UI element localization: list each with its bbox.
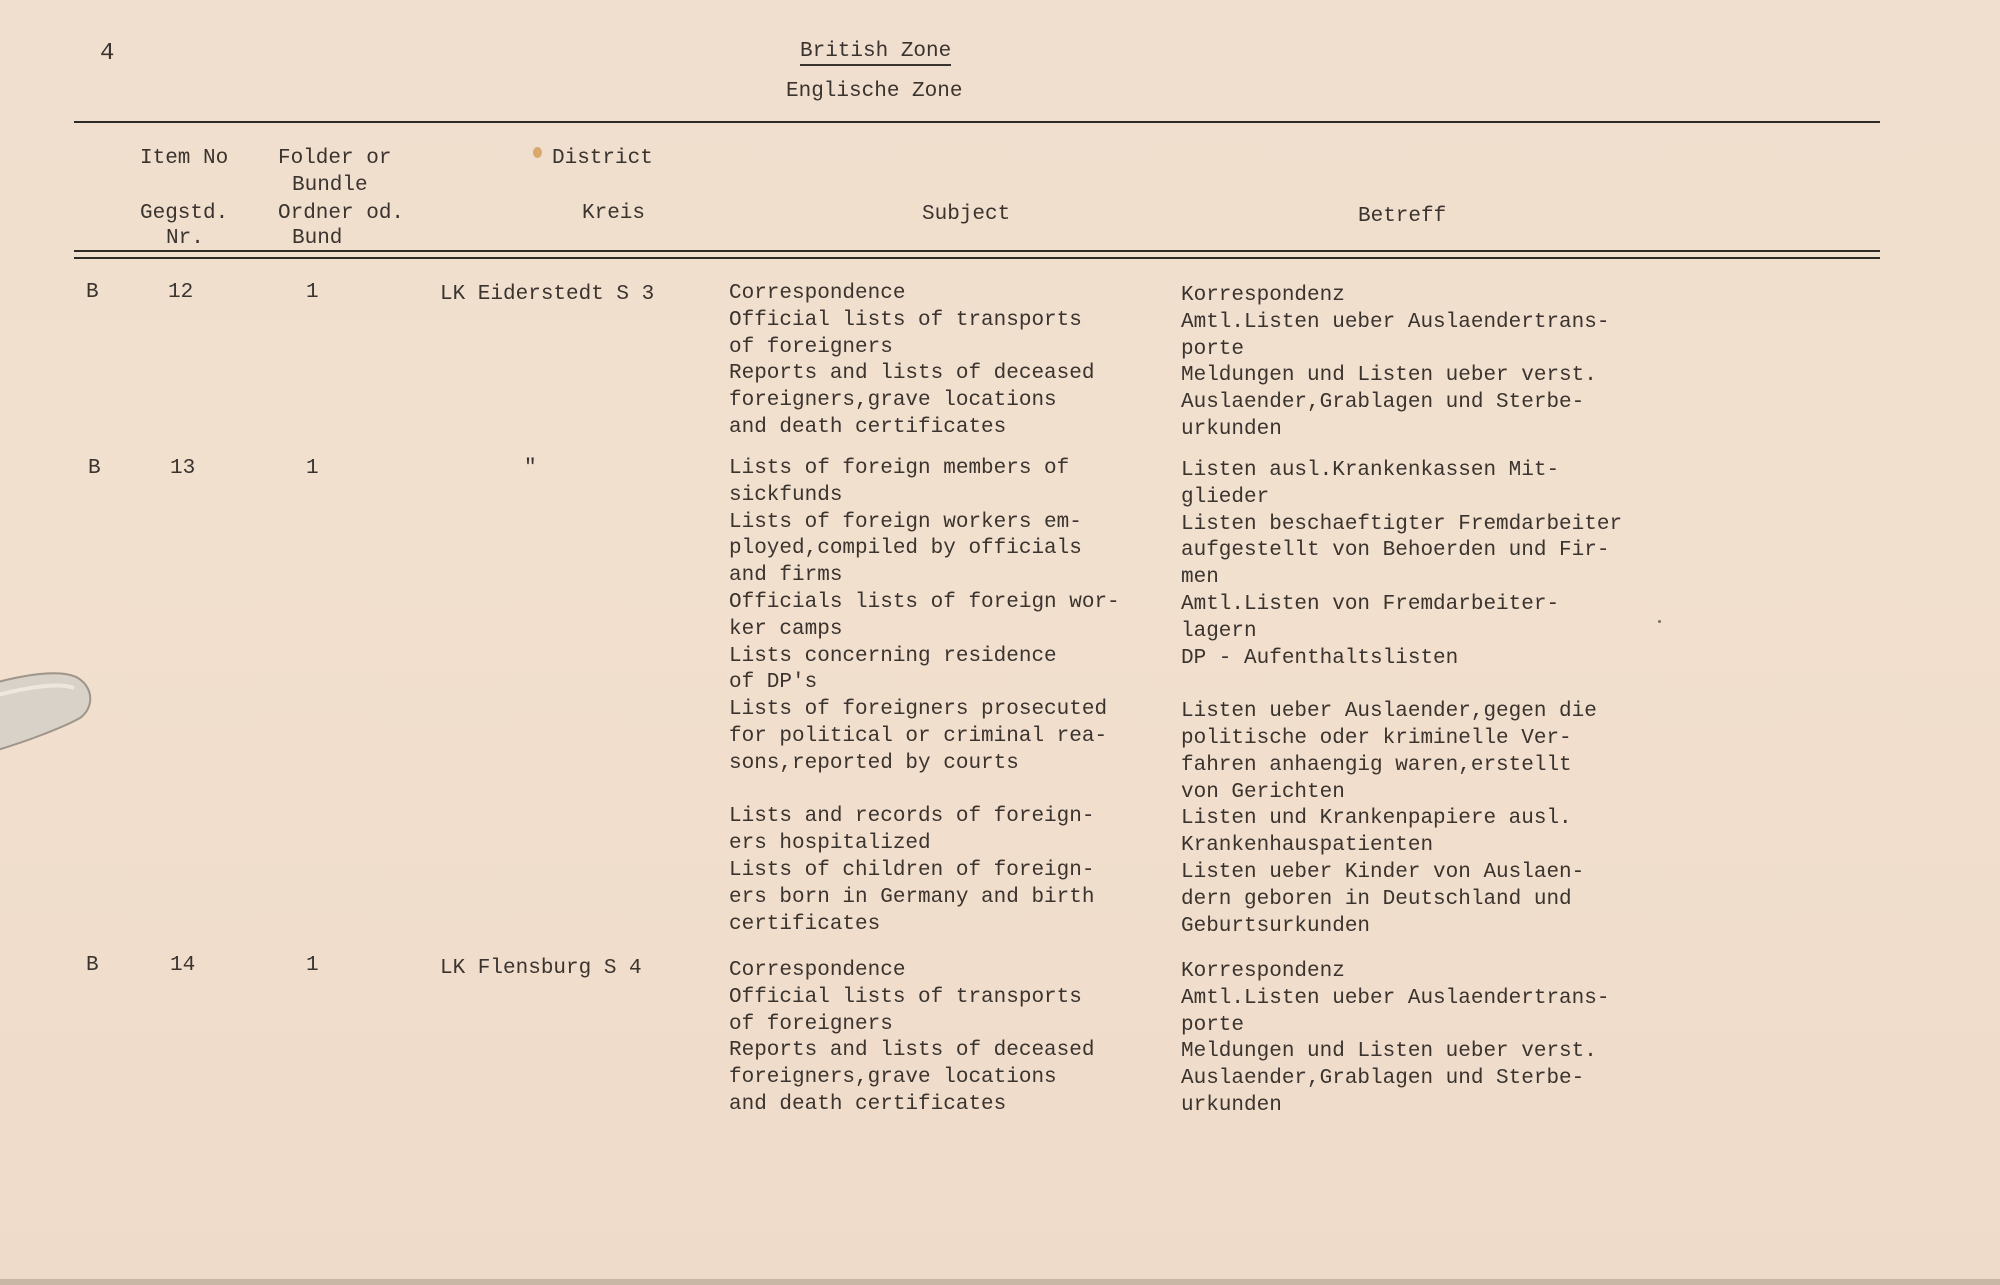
ink-stain [533, 147, 542, 158]
header-district-de: Kreis [582, 202, 646, 225]
row-12-subject: Correspondence Official lists of transports of foreigners Reports and lists of deceased foreigners,grave locations and death certificates [729, 282, 1095, 439]
header-bottom-rule-1 [74, 250, 1880, 252]
row-14-district: LK Flensburg S 4 [440, 957, 642, 980]
row-12-district: LK Eiderstedt S 3 [440, 283, 655, 306]
title-german: Englische Zone [786, 80, 963, 103]
header-folder-de-2: Bund [292, 227, 343, 250]
row-13-folder: 1 [306, 457, 319, 480]
binder-clip-icon [0, 666, 110, 766]
row-12-folder: 1 [306, 281, 319, 304]
row-13-district-ditto: " [524, 457, 537, 480]
header-item-no-de-2: Nr. [166, 227, 204, 250]
row-12-betreff: Korrespondenz Amtl.Listen ueber Auslaendertrans- porte Meldungen und Listen ueber verst. Auslaender,Grablagen und Sterbe- urkunden [1181, 284, 1610, 441]
header-top-rule [74, 121, 1880, 123]
row-13-betreff: Listen ausl.Krankenkassen Mit- glieder Listen beschaeftigter Fremdarbeiter aufgestellt von Behoerden und Fir- men Amtl.Listen von Fremdarbeiter- lagern DP - Aufenthaltslisten Listen ueber Auslaender,gegen die politische oder kriminelle Ver- fahren anhaengig waren,erstellt von Gerichten Listen und Krankenpapiere ausl. Krankenhauspatienten Listen ueber Kinder von Auslaen- dern geboren in Deutschland und Geburtsurkunden [1181, 459, 1623, 938]
header-folder-en-2: Bundle [292, 174, 368, 197]
row-14-folder: 1 [306, 954, 319, 977]
row-14-mark: B [86, 954, 99, 977]
header-item-no-en: Item No [140, 147, 229, 170]
row-13-mark: B [88, 457, 101, 480]
header-district-en: District [552, 147, 653, 170]
title-english: British Zone [800, 40, 951, 66]
header-bottom-rule-2 [74, 257, 1880, 259]
header-betreff: Betreff [1358, 205, 1447, 228]
header-folder-de-1: Ordner od. [278, 202, 405, 225]
page-number: 4 [100, 40, 115, 67]
header-folder-en-1: Folder or [278, 147, 392, 170]
row-12-item: 12 [168, 281, 194, 304]
speck [1658, 620, 1661, 623]
row-13-item: 13 [170, 457, 196, 480]
row-14-subject: Correspondence Official lists of transports of foreigners Reports and lists of deceased foreigners,grave locations and death certificates [729, 959, 1095, 1116]
header-subject: Subject [922, 203, 1011, 226]
row-14-item: 14 [170, 954, 196, 977]
row-14-betreff: Korrespondenz Amtl.Listen ueber Auslaendertrans- porte Meldungen und Listen ueber verst. Auslaender,Grablagen und Sterbe- urkunden [1181, 960, 1610, 1117]
row-12-mark: B [86, 281, 99, 304]
header-item-no-de-1: Gegstd. [140, 202, 229, 225]
row-13-subject: Lists of foreign members of sickfunds Lists of foreign workers em- ployed,compiled by officials and firms Officials lists of foreign wor- ker camps Lists concerning residence of DP's Lists of foreigners prosecuted for political or criminal rea- sons,reported by courts Lists and records of foreign- ers hospitalized Lists of children of foreign- ers born in Germany and birth certificates [729, 457, 1120, 936]
